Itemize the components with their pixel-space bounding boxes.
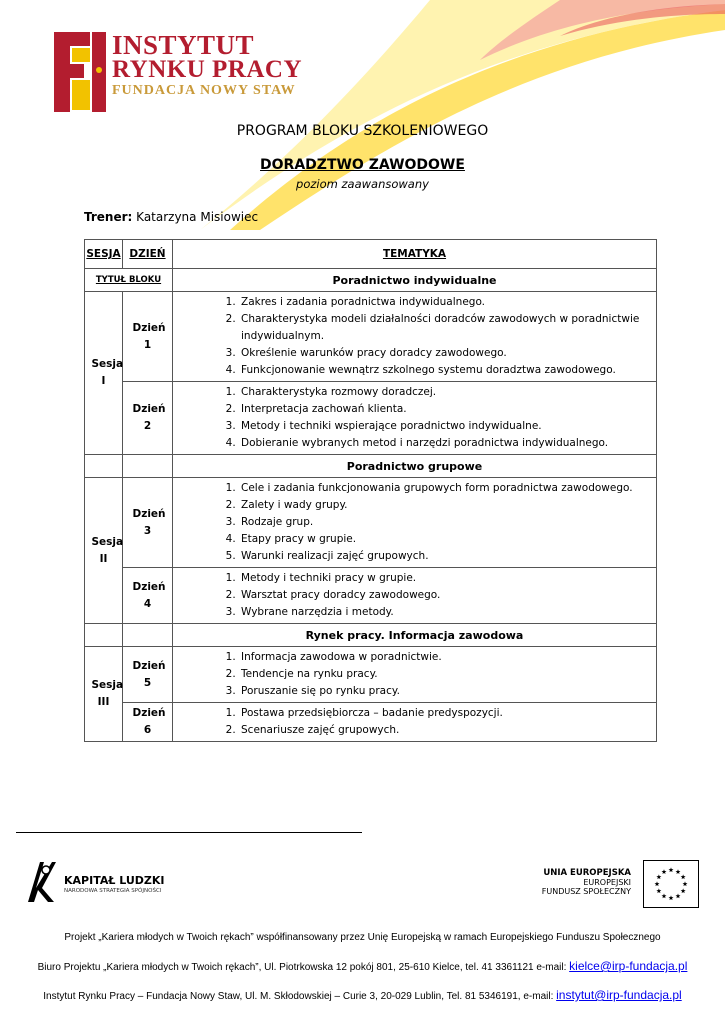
day-cell: [123, 292, 173, 382]
day-cell: [123, 703, 173, 742]
list-item: 2. Scenariusze zajęć grupowych.: [239, 722, 650, 739]
list-item: 1. Metody i techniki pracy w grupie.: [239, 570, 650, 587]
topic-list: [173, 568, 656, 623]
topic-cell: [173, 703, 657, 742]
trainer-name: Katarzyna Misiowiec: [136, 210, 259, 224]
table-row: [85, 382, 657, 455]
logo-line-2: RYNKU PRACY: [112, 56, 303, 83]
footer-institute-line: [0, 988, 725, 1002]
document-title: DORADZTWO ZAWODOWE: [260, 157, 465, 173]
list-item: 5. Warunki realizacji zajęć grupowych.: [239, 548, 650, 565]
col-header-topic: TEMATYKA: [173, 240, 657, 269]
empty-cell: [85, 624, 123, 647]
logo-line-3: FUNDACJA NOWY STAW: [112, 83, 296, 98]
topic-cell: [173, 292, 657, 382]
day-label: Dzień 6: [132, 707, 166, 736]
eu-line-1: UNIA EUROPEJSKA: [543, 868, 631, 878]
eu-line-2: EUROPEJSKI: [583, 878, 631, 887]
email-link-instytut[interactable]: instytut@irp-fundacja.pl: [556, 988, 682, 1002]
footer-institute-text: Instytut Rynku Pracy – Fundacja Nowy Staw, Ul. M. Skłodowskiej – Curie 3, 20-029 Lublin, Tel. 81 5346191, e-mail:: [43, 991, 557, 1002]
table-row: [85, 703, 657, 742]
day-label: Dzień 4: [132, 580, 166, 610]
topic-list: [173, 647, 656, 702]
session-cell: [85, 478, 123, 624]
footer-divider: [16, 832, 362, 833]
footer-office-line: [0, 959, 725, 973]
topic-cell: [173, 568, 657, 624]
topic-list: [173, 292, 656, 381]
session-label: Sesja II: [91, 535, 124, 565]
table-row: [85, 292, 657, 382]
program-heading: PROGRAM BLOKU SZKOLENIOWEGO: [236, 123, 489, 139]
empty-cell: [123, 624, 173, 647]
section-title: Poradnictwo grupowe: [173, 455, 657, 478]
day-label: Dzień 1: [132, 321, 166, 351]
eu-logo-text: [542, 868, 631, 896]
list-item: 3. Wybrane narzędzia i metody.: [239, 604, 650, 621]
day-label: Dzień 2: [132, 403, 166, 432]
empty-cell: [123, 455, 173, 478]
list-item: 4. Etapy pracy w grupie.: [239, 531, 650, 548]
day-label: Dzień 3: [132, 507, 166, 537]
topic-cell: [173, 478, 657, 568]
table-row: [85, 478, 657, 568]
list-item: 2. Tendencje na rynku pracy.: [239, 666, 650, 683]
eu-flag-icon: [643, 860, 699, 908]
topic-list: [173, 703, 656, 741]
eu-line-3: FUNDUSZ SPOŁECZNY: [541, 887, 631, 896]
day-label: Dzień 5: [132, 659, 166, 689]
empty-cell: [85, 455, 123, 478]
topic-list: [173, 382, 656, 454]
kl-subtitle: NARODOWA STRATEGIA SPÓJNOŚCI: [64, 888, 162, 894]
list-item: 1. Postawa przedsiębiorcza – badanie predyspozycji.: [239, 705, 650, 722]
list-item: 4. Dobieranie wybranych metod i narzędzi poradnictwa indywidualnego.: [239, 435, 650, 452]
email-link-kielce[interactable]: kielce@irp-fundacja.pl: [569, 959, 688, 973]
list-item: 1. Zakres i zadania poradnictwa indywidualnego.: [239, 294, 650, 311]
header-swoosh-graphic: [0, 0, 725, 230]
list-item: 3. Poruszanie się po rynku pracy.: [239, 683, 650, 700]
list-item: 2. Warsztat pracy doradcy zawodowego.: [239, 587, 650, 604]
topic-cell: [173, 382, 657, 455]
session-cell: [85, 647, 123, 742]
section-title: Rynek pracy. Informacja zawodowa: [173, 624, 657, 647]
list-item: 2. Charakterystyka modeli działalności doradców zawodowych w poradnictwie indywidualnym.: [239, 311, 650, 345]
kl-title: KAPITAŁ LUDZKI: [64, 874, 165, 887]
irp-logo-mark: [50, 30, 108, 114]
session-label: Sesja I: [91, 358, 124, 387]
list-item: 2. Interpretacja zachowań klienta.: [239, 401, 650, 418]
topic-list: [173, 478, 656, 567]
topic-cell: [173, 647, 657, 703]
level-subtitle: poziom zaawansowany: [296, 177, 429, 191]
section-title-row: [85, 455, 657, 478]
footer-project-line: Projekt „Kariera młodych w Twoich rękach” współfinansowany przez Unię Europejską w ramach Europejskiego Funduszu Społecznego: [64, 932, 661, 943]
list-item: 4. Funkcjonowanie wewnątrz szkolnego systemu doradztwa zawodowego.: [239, 362, 650, 379]
day-cell: [123, 568, 173, 624]
col-header-session: SESJA: [85, 240, 123, 269]
table-row: [85, 647, 657, 703]
footer-office-text: Biuro Projektu „Kariera młodych w Twoich rękach”, Ul. Piotrkowska 12 pokój 801, 25-610 Kielce, tel. 41 3361121 e-mail:: [37, 962, 570, 973]
trainer-label: Trener:: [84, 210, 133, 224]
table-row: [85, 568, 657, 624]
list-item: 3. Rodzaje grup.: [239, 514, 650, 531]
trainer-line: [84, 210, 258, 224]
section-title: Poradnictwo indywidualne: [173, 269, 657, 292]
section-title-row: [85, 269, 657, 292]
program-table: [84, 239, 657, 742]
session-cell: [85, 292, 123, 455]
section-title-row: [85, 624, 657, 647]
table-header-row: [85, 240, 657, 269]
block-title-label: TYTUŁ BLOKU: [85, 269, 173, 292]
list-item: 3. Określenie warunków pracy doradcy zawodowego.: [239, 345, 650, 362]
logo-line-1: INSTYTUT: [112, 30, 255, 60]
list-item: 1. Informacja zawodowa w poradnictwie.: [239, 649, 650, 666]
day-cell: [123, 478, 173, 568]
day-cell: [123, 382, 173, 455]
kapital-ludzki-logo-icon: [22, 858, 58, 906]
list-item: 1. Charakterystyka rozmowy doradczej.: [239, 384, 650, 401]
col-header-day: DZIEŃ: [123, 240, 173, 269]
day-cell: [123, 647, 173, 703]
list-item: 3. Metody i techniki wspierające poradnictwo indywidualne.: [239, 418, 650, 435]
list-item: 1. Cele i zadania funkcjonowania grupowych form poradnictwa zawodowego.: [239, 480, 650, 497]
list-item: 2. Zalety i wady grupy.: [239, 497, 650, 514]
session-label: Sesja III: [91, 679, 124, 708]
